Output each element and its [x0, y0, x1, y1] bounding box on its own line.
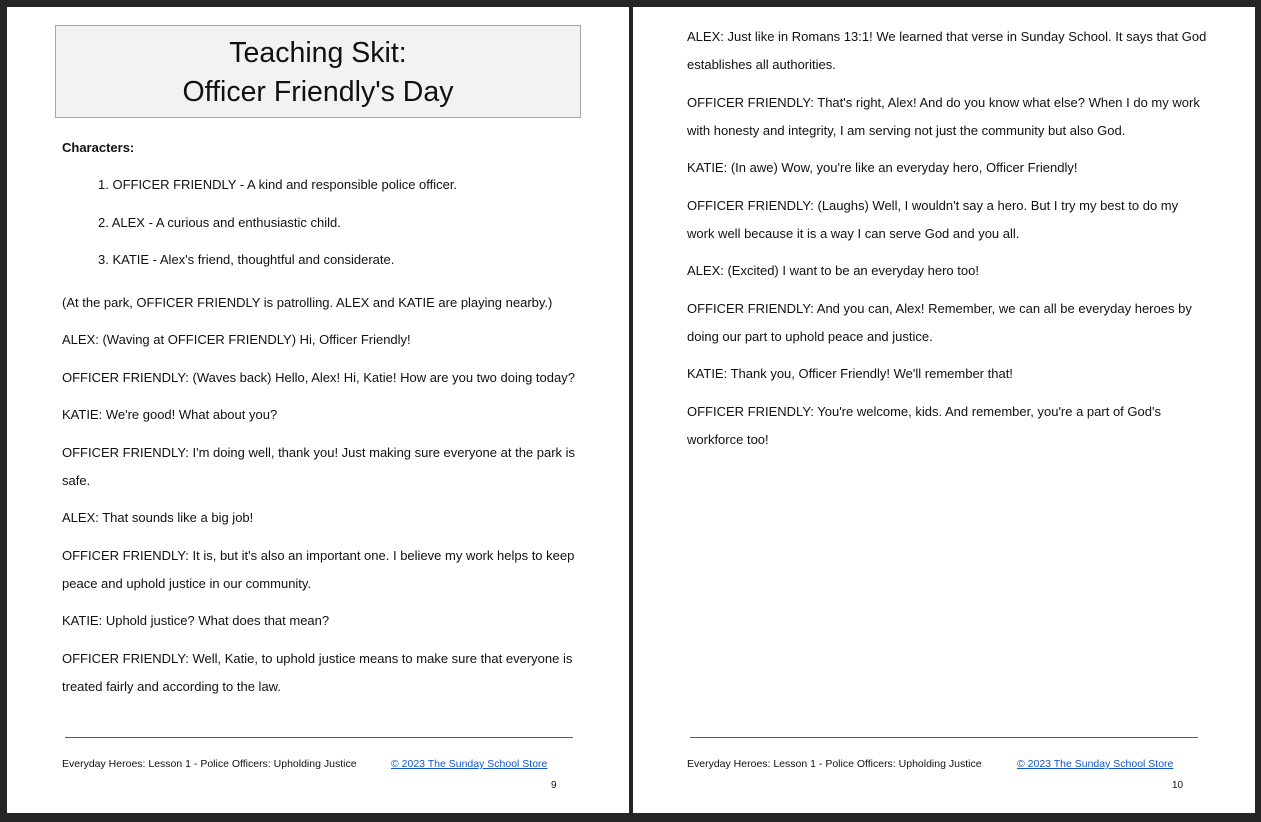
dialogue-line: ALEX: (Excited) I want to be an everyday hero too!: [687, 263, 979, 278]
dialogue-line: ALEX: Just like in Romans 13:1! We learned that verse in Sunday School. It says that God establishes all authorities.: [687, 29, 1207, 72]
characters-list: [62, 176, 582, 269]
characters-heading: Characters:: [62, 140, 135, 155]
copyright-link[interactable]: © 2023 The Sunday School Store: [391, 758, 548, 770]
skit-content-left: [62, 139, 582, 710]
page-number: 9: [551, 780, 557, 791]
dialogue-line: ALEX: (Waving at OFFICER FRIENDLY) Hi, Officer Friendly!: [62, 332, 411, 347]
footer-lesson-title: Everyday Heroes: Lesson 1 - Police Officers: Upholding Justice: [687, 758, 982, 770]
dialogue-line: OFFICER FRIENDLY: I'm doing well, thank you! Just making sure everyone at the park is safe.: [62, 444, 576, 488]
copyright-link[interactable]: © 2023 The Sunday School Store: [1017, 758, 1174, 770]
title-line-2: Officer Friendly's Day: [182, 76, 454, 108]
footer-divider: [65, 737, 573, 738]
dialogue-line: OFFICER FRIENDLY: You're welcome, kids. And remember, you're a part of God's workforce too!: [687, 403, 1161, 447]
document-page-right: [633, 7, 1255, 813]
document-page-left: [7, 7, 629, 813]
dialogue-line: KATIE: Uphold justice? What does that mean?: [62, 613, 330, 628]
dialogue-line: ALEX: That sounds like a big job!: [62, 510, 254, 525]
footer-lesson-title: Everyday Heroes: Lesson 1 - Police Officers: Upholding Justice: [62, 758, 357, 770]
dialogue-line: OFFICER FRIENDLY: (Laughs) Well, I wouldn't say a hero. But I try my best to do my work well because it is a way I can serve God and you all.: [687, 197, 1179, 241]
dialogue-line: KATIE: (In awe) Wow, you're like an everyday hero, Officer Friendly!: [687, 160, 1078, 175]
footer-divider: [690, 737, 1198, 738]
dialogue-line: OFFICER FRIENDLY: That's right, Alex! And do you know what else? When I do my work with honesty and integrity, I am serving not just the community but also God.: [687, 94, 1200, 138]
dialogue-line: OFFICER FRIENDLY: It is, but it's also an important one. I believe my work helps to keep peace and uphold justice in our community.: [62, 547, 575, 591]
dialogue-line: OFFICER FRIENDLY: And you can, Alex! Remember, we can all be everyday heroes by doing our part to uphold peace and justice.: [687, 300, 1192, 344]
dialogue-line: OFFICER FRIENDLY: Well, Katie, to uphold justice means to make sure that everyone is treated fairly and according to the law.: [62, 650, 573, 694]
stage-direction: (At the park, OFFICER FRIENDLY is patrolling. ALEX and KATIE are playing nearby.): [62, 294, 553, 310]
title-line-1: Teaching Skit:: [229, 37, 407, 69]
skit-content-right: [687, 23, 1207, 463]
title-box: [55, 25, 581, 118]
dialogue-line: KATIE: We're good! What about you?: [62, 407, 278, 422]
dialogue-line: OFFICER FRIENDLY: (Waves back) Hello, Alex! Hi, Katie! How are you two doing today?: [62, 369, 575, 385]
character-item: 3. KATIE - Alex's friend, thoughtful and considerate.: [98, 252, 395, 267]
dialogue-line: KATIE: Thank you, Officer Friendly! We'll remember that!: [687, 366, 1013, 381]
character-item: 1. OFFICER FRIENDLY - A kind and responsible police officer.: [98, 177, 458, 192]
page-number: 10: [1172, 780, 1184, 791]
character-item: 2. ALEX - A curious and enthusiastic child.: [98, 214, 341, 230]
